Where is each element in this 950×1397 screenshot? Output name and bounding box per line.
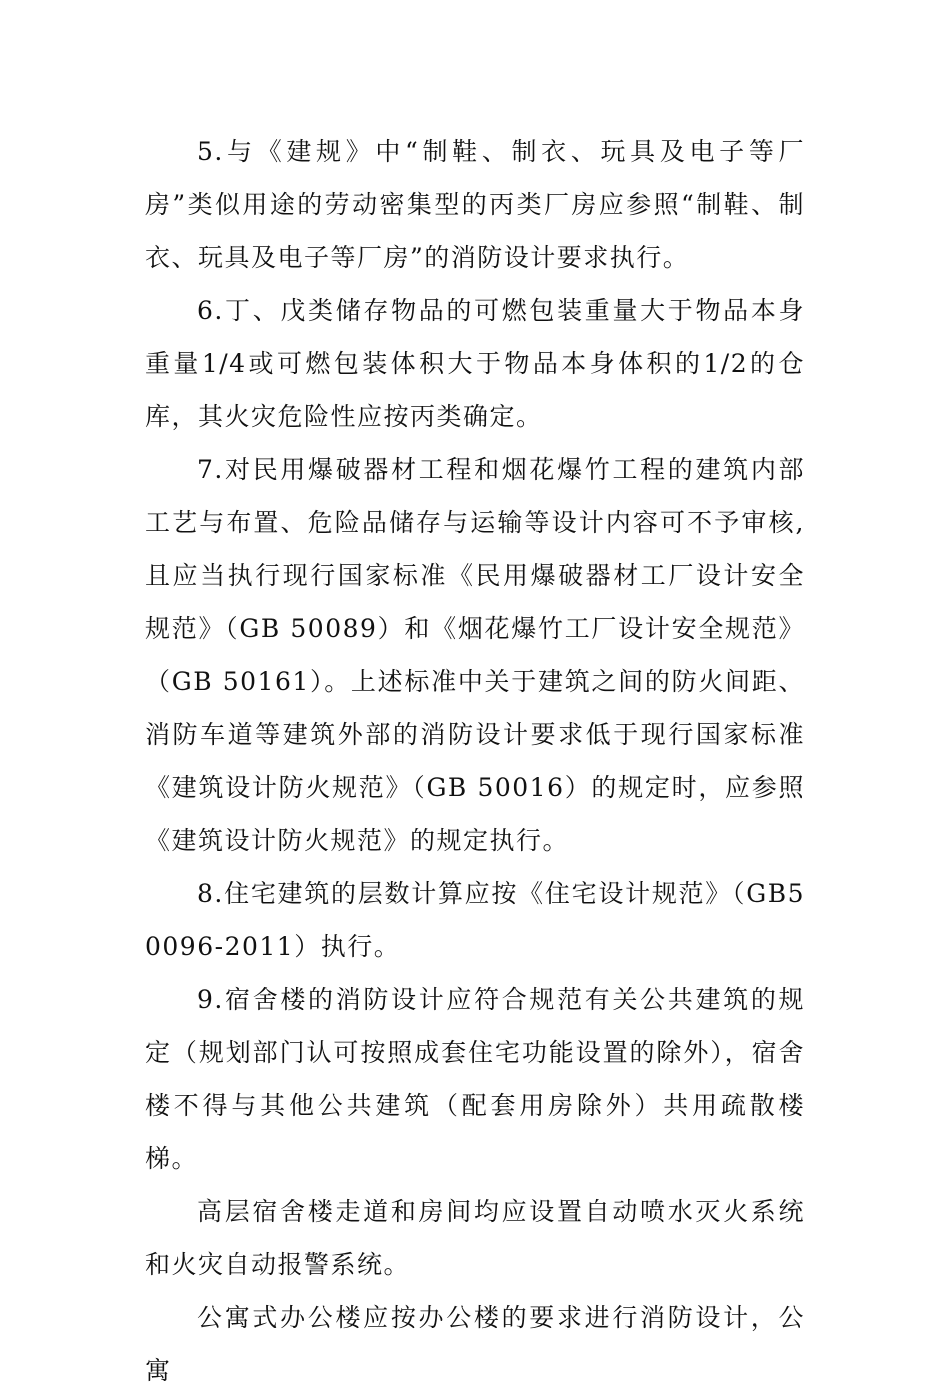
paragraph-item-5: 5.与《建规》中“制鞋、制衣、玩具及电子等厂房”类似用途的劳动密集型的丙类厂房应参照“制鞋、制衣、玩具及电子等厂房”的消防设计要求执行。 <box>145 137 805 272</box>
paragraph-dormitory-sprinkler: 高层宿舍楼走道和房间均应设置自动喷水灭火系统和火灾自动报警系统。 <box>145 1197 805 1279</box>
paragraph-item-8: 8.住宅建筑的层数计算应按《住宅设计规范》（GB50096-2011）执行。 <box>145 879 805 961</box>
paragraph-apartment-office: 公寓式办公楼应按办公楼的要求进行消防设计，公寓 <box>145 1303 805 1385</box>
paragraph-item-7: 7.对民用爆破器材工程和烟花爆竹工程的建筑内部工艺与布置、危险品储存与运输等设计内容可不予审核,且应当执行现行国家标准《民用爆破器材工厂设计安全规范》（GB 50089）和《烟花爆竹工厂设计安全规范》（GB 50161）。上述标准中关于建筑之间的防火间距、消防车道等建筑外部的消防设计要求低于现行国家标准《建筑设计防火规范》（GB 50016）的规定时，应参照《建筑设计防火规范》的规定执行。 <box>145 455 805 855</box>
paragraph-item-6: 6.丁、戊类储存物品的可燃包装重量大于物品本身重量1/4或可燃包装体积大于物品本身体积的1/2的仓库，其火灾危险性应按丙类确定。 <box>145 296 805 431</box>
document-body <box>145 125 805 1397</box>
paragraph-item-9: 9.宿舍楼的消防设计应符合规范有关公共建筑的规定（规划部门认可按照成套住宅功能设置的除外），宿舍楼不得与其他公共建筑（配套用房除外）共用疏散楼梯。 <box>145 985 805 1173</box>
